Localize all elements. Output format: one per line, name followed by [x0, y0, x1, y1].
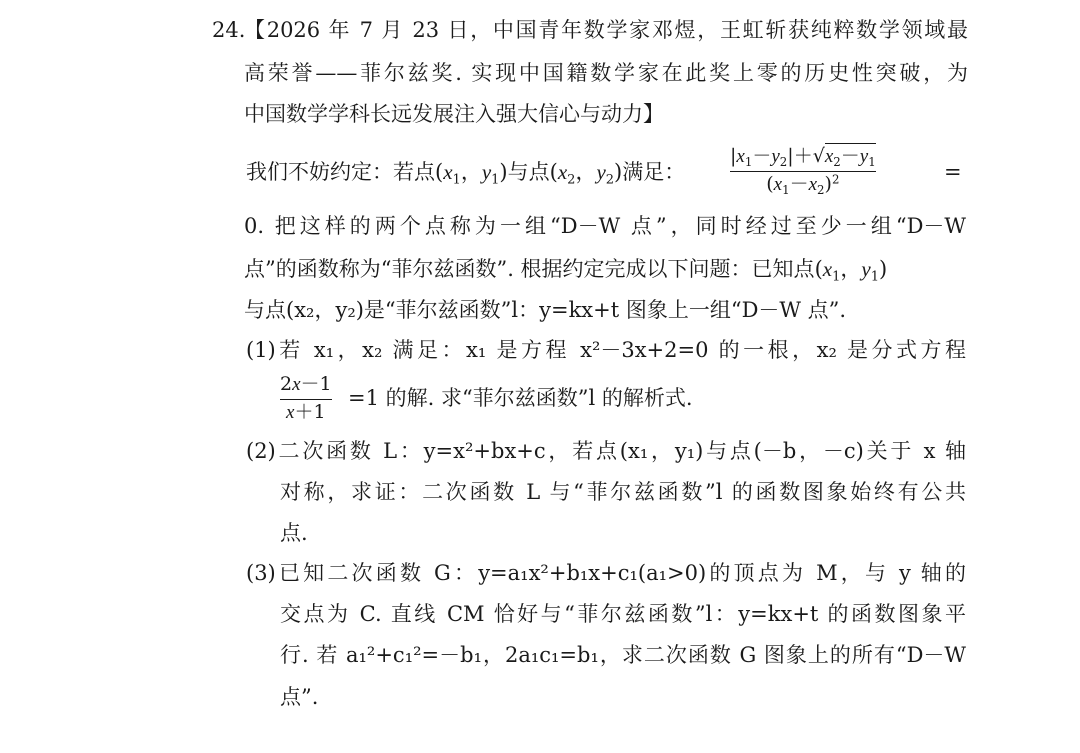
equals-sign: = [944, 160, 962, 184]
point-1: ($x_1$，$y_1$) [435, 160, 508, 188]
intro-line-1: 【2026 年 7 月 23 日，中国青年数学家邓煜，王虹斩获纯粹数学领域最 [244, 18, 968, 42]
q1-fraction-denominator: x＋1 [286, 400, 326, 423]
fraction-numerator: $|x_1-y_2|+√x_2-y_1$ [730, 145, 876, 170]
fraction-denominator: $(x_1-x_2)^2$ [766, 172, 840, 197]
q1-fraction-numerator: 2x－1 [280, 373, 332, 395]
definition-text: 我们不妨约定：若点 [246, 160, 435, 184]
definition-line-2: 0. 把这样的两个点称为一组“D－W 点”，同时经过至少一组“D－W [244, 214, 966, 238]
q1-line-2: =1 的解. 求“菲尔兹函数”l 的解析式. [348, 386, 693, 410]
point-2: ($x_2$，$y_2$) [549, 160, 623, 188]
fraction-bar [730, 171, 876, 172]
definition-line-1: 我们不妨约定：若点($x_1$，$y_1$)与点($x_2$，$y_2$)满足： [246, 160, 686, 188]
q1-fraction [280, 374, 332, 424]
intro-line-3: 中国数学学科长远发展注入强大信心与动力】 [244, 102, 664, 126]
definition-line-4: 与点(x₂，y₂)是“菲尔兹函数”l：y=kx+t 图象上一组“D－W 点”. [244, 298, 847, 322]
problem-number: 24. [212, 18, 246, 42]
point-1-ref: ($x_1$，$y_1$) [814, 257, 888, 285]
q2-line-2: 对称，求证：二次函数 L 与“菲尔兹函数”l 的函数图象始终有公共 [280, 480, 966, 504]
q1-fraction-bar [280, 399, 332, 400]
definition-line-3 [244, 257, 966, 285]
definition-fraction [730, 146, 876, 196]
q2-line-1: (2)二次函数 L：y=x²+bx+c，若点(x₁，y₁)与点(－b，－c)关于 x 轴 [246, 439, 966, 463]
q3-line-1: (3)已知二次函数 G：y=a₁x²+b₁x+c₁(a₁>0)的顶点为 M，与 y 轴的 [246, 561, 966, 585]
q3-line-2: 交点为 C. 直线 CM 恰好与“菲尔兹函数”l：y=kx+t 的函数图象平 [280, 602, 966, 626]
definition-line-3-text: 点”的函数称为“菲尔兹函数”. 根据约定完成以下问题：已知点 [244, 257, 815, 281]
q3-line-4: 点”. [280, 685, 319, 709]
intro-line-2: 高荣誉——菲尔兹奖. 实现中国籍数学家在此奖上零的历史性突破，为 [244, 61, 968, 85]
q2-line-3: 点. [280, 521, 308, 545]
q1-line-1: (1)若 x₁，x₂ 满足：x₁ 是方程 x²－3x+2=0 的一根，x₂ 是分式方程 [246, 338, 966, 362]
q3-line-3: 行. 若 a₁²+c₁²=－b₁，2a₁c₁=b₁，求二次函数 G 图象上的所有“D－W [280, 643, 966, 667]
